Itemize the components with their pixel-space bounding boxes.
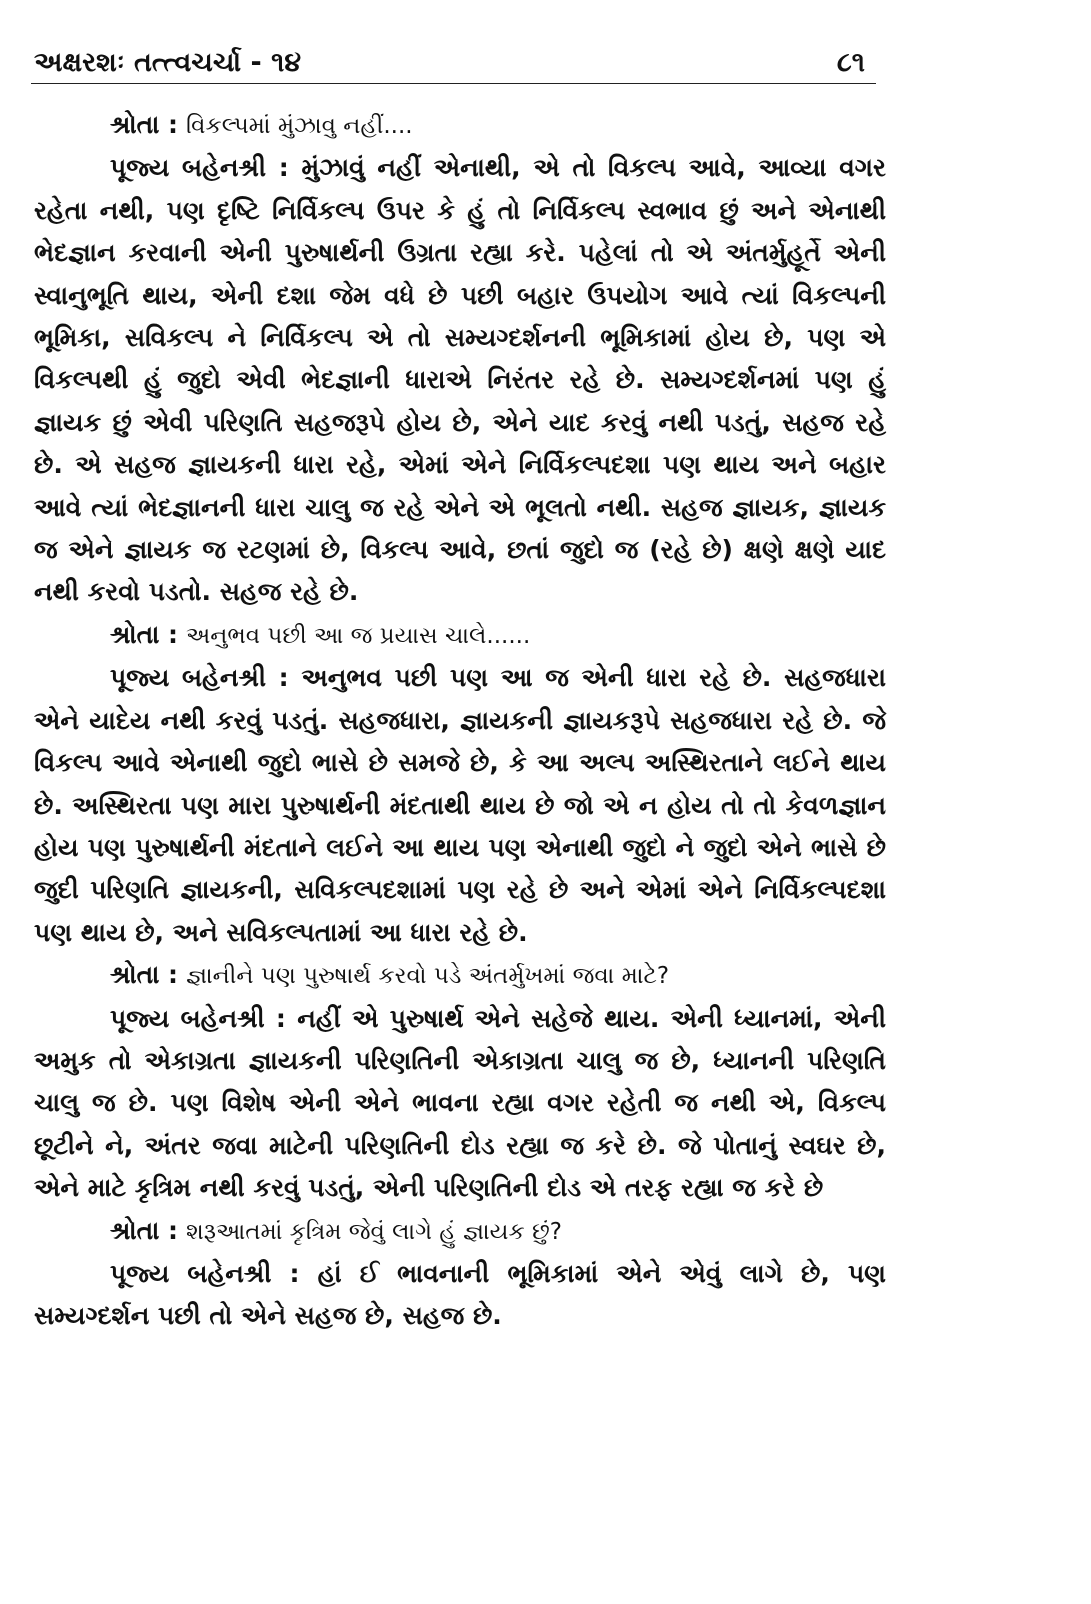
running-header-title: અક્ષરશઃ તત્ત્વચર્ચા - ૧૪ [34,47,302,78]
listener-question [34,954,886,997]
answer-text: અનુભવ પછી પણ આ જ એની ધારા રહે છે. સહજધારા એને યાદેય નથી કરવું પડતું. સહજધારા, જ્ઞાયકની જ્ઞાયકરૂપે સહજધારા રહે છે. જે વિકલ્પ આવે એનાથી જુદો ભાસે છે સમજે છે, કે આ અલ્પ અસ્થિરતાને લઈને થાય છે. અસ્થિરતા પણ મારા પુરુષાર્થની મંદતાથી થાય છે જો એ ન હોય તો તો કેવળજ્ઞાન હોય પણ પુરુષાર્થની મંદતાને લઈને આ થાય પણ એનાથી જુદો ને જુદો એને ભાસે છે જુદી પરિણતિ જ્ઞાયકની, સવિકલ્પદશામાં પણ રહે છે અને એમાં એને નિર્વિકલ્પદશા પણ થાય છે, અને સવિકલ્પતામાં આ ધારા રહે છે. [34,663,886,947]
speaker-label: શ્રોતા : [110,619,179,649]
answer-text: હાં ઈ ભાવનાની ભૂમિકામાં એને એવું લાગે છે, પણ સમ્યગ્દર્શન પછી તો એને સહજ છે, સહજ છે. [34,1258,886,1331]
listener-question [34,614,886,657]
speaker-label: શ્રોતા : [110,1215,179,1245]
question-text: વિકલ્પમાં મુંઝાવુ નહીં.... [185,113,413,139]
speaker-label: શ્રોતા : [110,110,179,139]
speaker-label: પૂજ્ય બહેનશ્રી : [110,663,289,693]
answer-paragraph [34,147,886,613]
speaker-label: પૂજ્ય બહેનશ્રી : [110,1003,286,1033]
listener-question [34,1210,886,1253]
answer-paragraph [34,1253,886,1338]
speaker-label: શ્રોતા : [110,960,179,990]
question-text: જ્ઞાનીને પણ પુરુષાર્થ કરવો પડે અંતર્મુખમાં જવા માટે? [185,963,670,990]
page-body [34,104,886,1338]
page-number: ૮૧ [836,47,865,78]
answer-text: મુંઝાવું નહીં એનાથી, એ તો વિકલ્પ આવે, આવ્યા વગર રહેતા નથી, પણ દૃષ્ટિ નિર્વિકલ્પ ઉપર કે હું તો નિર્વિકલ્પ સ્વભાવ છું અને એનાથી ભેદજ્ઞાન કરવાની એની પુરુષાર્થની ઉગ્રતા રહ્યા કરે. પહેલાં તો એ અંતર્મુહૂર્તે એની સ્વાનુભૂતિ થાય, એની દશા જેમ વધે છે પછી બહાર ઉપયોગ આવે ત્યાં વિકલ્પની ભૂમિકા, સવિકલ્પ ને નિર્વિકલ્પ એ તો સમ્યગ્દર્શનની ભૂમિકામાં હોય છે, પણ એ વિકલ્પથી હું જુદો એવી ભેદજ્ઞાની ધારાએ નિરંતર રહે છે. સમ્યગ્દર્શનમાં પણ હું જ્ઞાયક છું એવી પરિણતિ સહજરૂપે હોય છે, એને યાદ કરવું નથી પડતું, સહજ રહે છે. એ સહજ જ્ઞાયકની ધારા રહે, એમાં એને નિર્વિકલ્પદશા પણ થાય અને બહાર આવે ત્યાં ભેદજ્ઞાનની ધારા ચાલુ જ રહે એને એ ભૂલતો નથી. સહજ જ્ઞાયક, જ્ઞાયક જ એને જ્ઞાયક જ રટણમાં છે, વિકલ્પ આવે, છતાં જુદો જ (રહે છે) ક્ષણે ક્ષણે યાદ નથી કરવો પડતો. સહજ રહે છે. [34,153,886,607]
question-text: શરૂઆતમાં કૃત્રિમ જેવું લાગે હું જ્ઞાયક છું? [185,1218,563,1245]
header-rule [31,83,876,84]
listener-question [34,104,886,147]
question-text: અનુભવ પછી આ જ પ્રયાસ ચાલે...... [185,622,531,649]
answer-text: નહીં એ પુરુષાર્થ એને સહેજે થાય. એની ધ્યાનમાં, એની અમુક તો એકાગ્રતા જ્ઞાયકની પરિણતિની એકાગ્રતા ચાલુ જ છે, ધ્યાનની પરિણતિ ચાલુ જ છે. પણ વિશેષ એની એને ભાવના રહ્યા વગર રહેતી જ નથી એ, વિકલ્પ છૂટીને ને, અંતર જવા માટેની પરિણતિની દોડ રહ્યા જ કરે છે. જે પોતાનું સ્વઘર છે, એને માટે કૃત્રિમ નથી કરવું પડતું, એની પરિણતિની દોડ એ તરફ રહ્યા જ કરે છે [34,1003,886,1203]
speaker-label: પૂજ્ય બહેનશ્રી : [110,1258,300,1288]
answer-paragraph [34,657,886,954]
speaker-label: પૂજ્ય બહેનશ્રી : [110,153,289,183]
answer-paragraph [34,998,886,1210]
